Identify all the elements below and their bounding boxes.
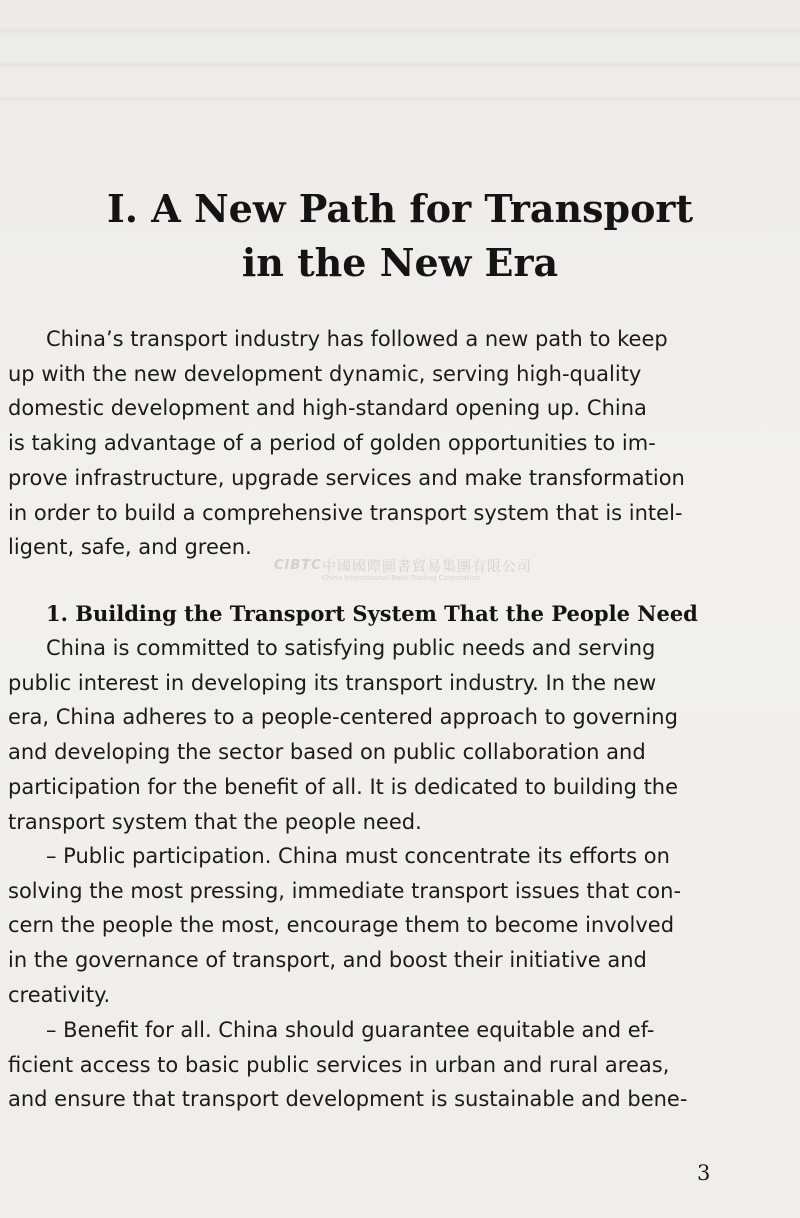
section-heading: 1. Building the Transport System That the People Need [46,601,698,626]
watermark-english-text: China International Book Trading Corporation [322,574,481,582]
section-paragraph [8,631,713,839]
text-line: solving the most pressing, immediate transport issues that con- [8,878,682,903]
text-line: public interest in developing its transport industry. In the new [8,670,657,695]
intro-paragraph [8,322,713,565]
text-line: ficient access to basic public services in urban and rural areas, [8,1052,670,1077]
publisher-watermark [262,556,562,590]
benefit-paragraph [8,1013,713,1117]
watermark-logo: CIBTC [274,558,322,573]
text-line: is taking advantage of a period of golden opportunities to im- [8,431,656,456]
text-line: in the governance of transport, and boost their initiative and [8,948,647,973]
text-line: – Benefit for all. China should guarantee equitable and ef- [46,1018,655,1042]
chapter-title-line-2: in the New Era [241,240,559,285]
text-line: ligent, safe, and green. [8,535,252,560]
text-line: – Public participation. China must concentrate its efforts on [46,844,670,868]
text-line: in order to build a comprehensive transport system that is intel- [8,500,683,525]
page-number: 3 [697,1161,711,1185]
text-line: and developing the sector based on public collaboration and [8,740,646,765]
text-line: creativity. [8,982,111,1007]
text-line: participation for the benefit of all. It is dedicated to building the [8,774,679,799]
text-line: prove infrastructure, upgrade services and make transformation [8,465,685,490]
text-line: cern the people the most, encourage them to become involved [8,913,675,938]
chapter-title-line-1: I. A New Path for Transport [107,186,693,231]
bleed-through-texture [0,0,800,120]
text-line: era, China adheres to a people-centered approach to governing [8,705,678,730]
text-line: and ensure that transport development is sustainable and bene- [8,1087,688,1112]
watermark-chinese-text: 中國國際圖書貿易集團有限公司 [322,559,532,575]
text-line: transport system that the people need. [8,809,422,834]
text-line: China is committed to satisfying public needs and serving [46,636,656,660]
text-line: up with the new development dynamic, serving high-quality [8,361,642,386]
participation-paragraph [8,839,713,1013]
text-line: China’s transport industry has followed a new path to keep [46,327,668,351]
text-line: domestic development and high-standard opening up. China [8,396,647,421]
chapter-title [0,182,800,290]
